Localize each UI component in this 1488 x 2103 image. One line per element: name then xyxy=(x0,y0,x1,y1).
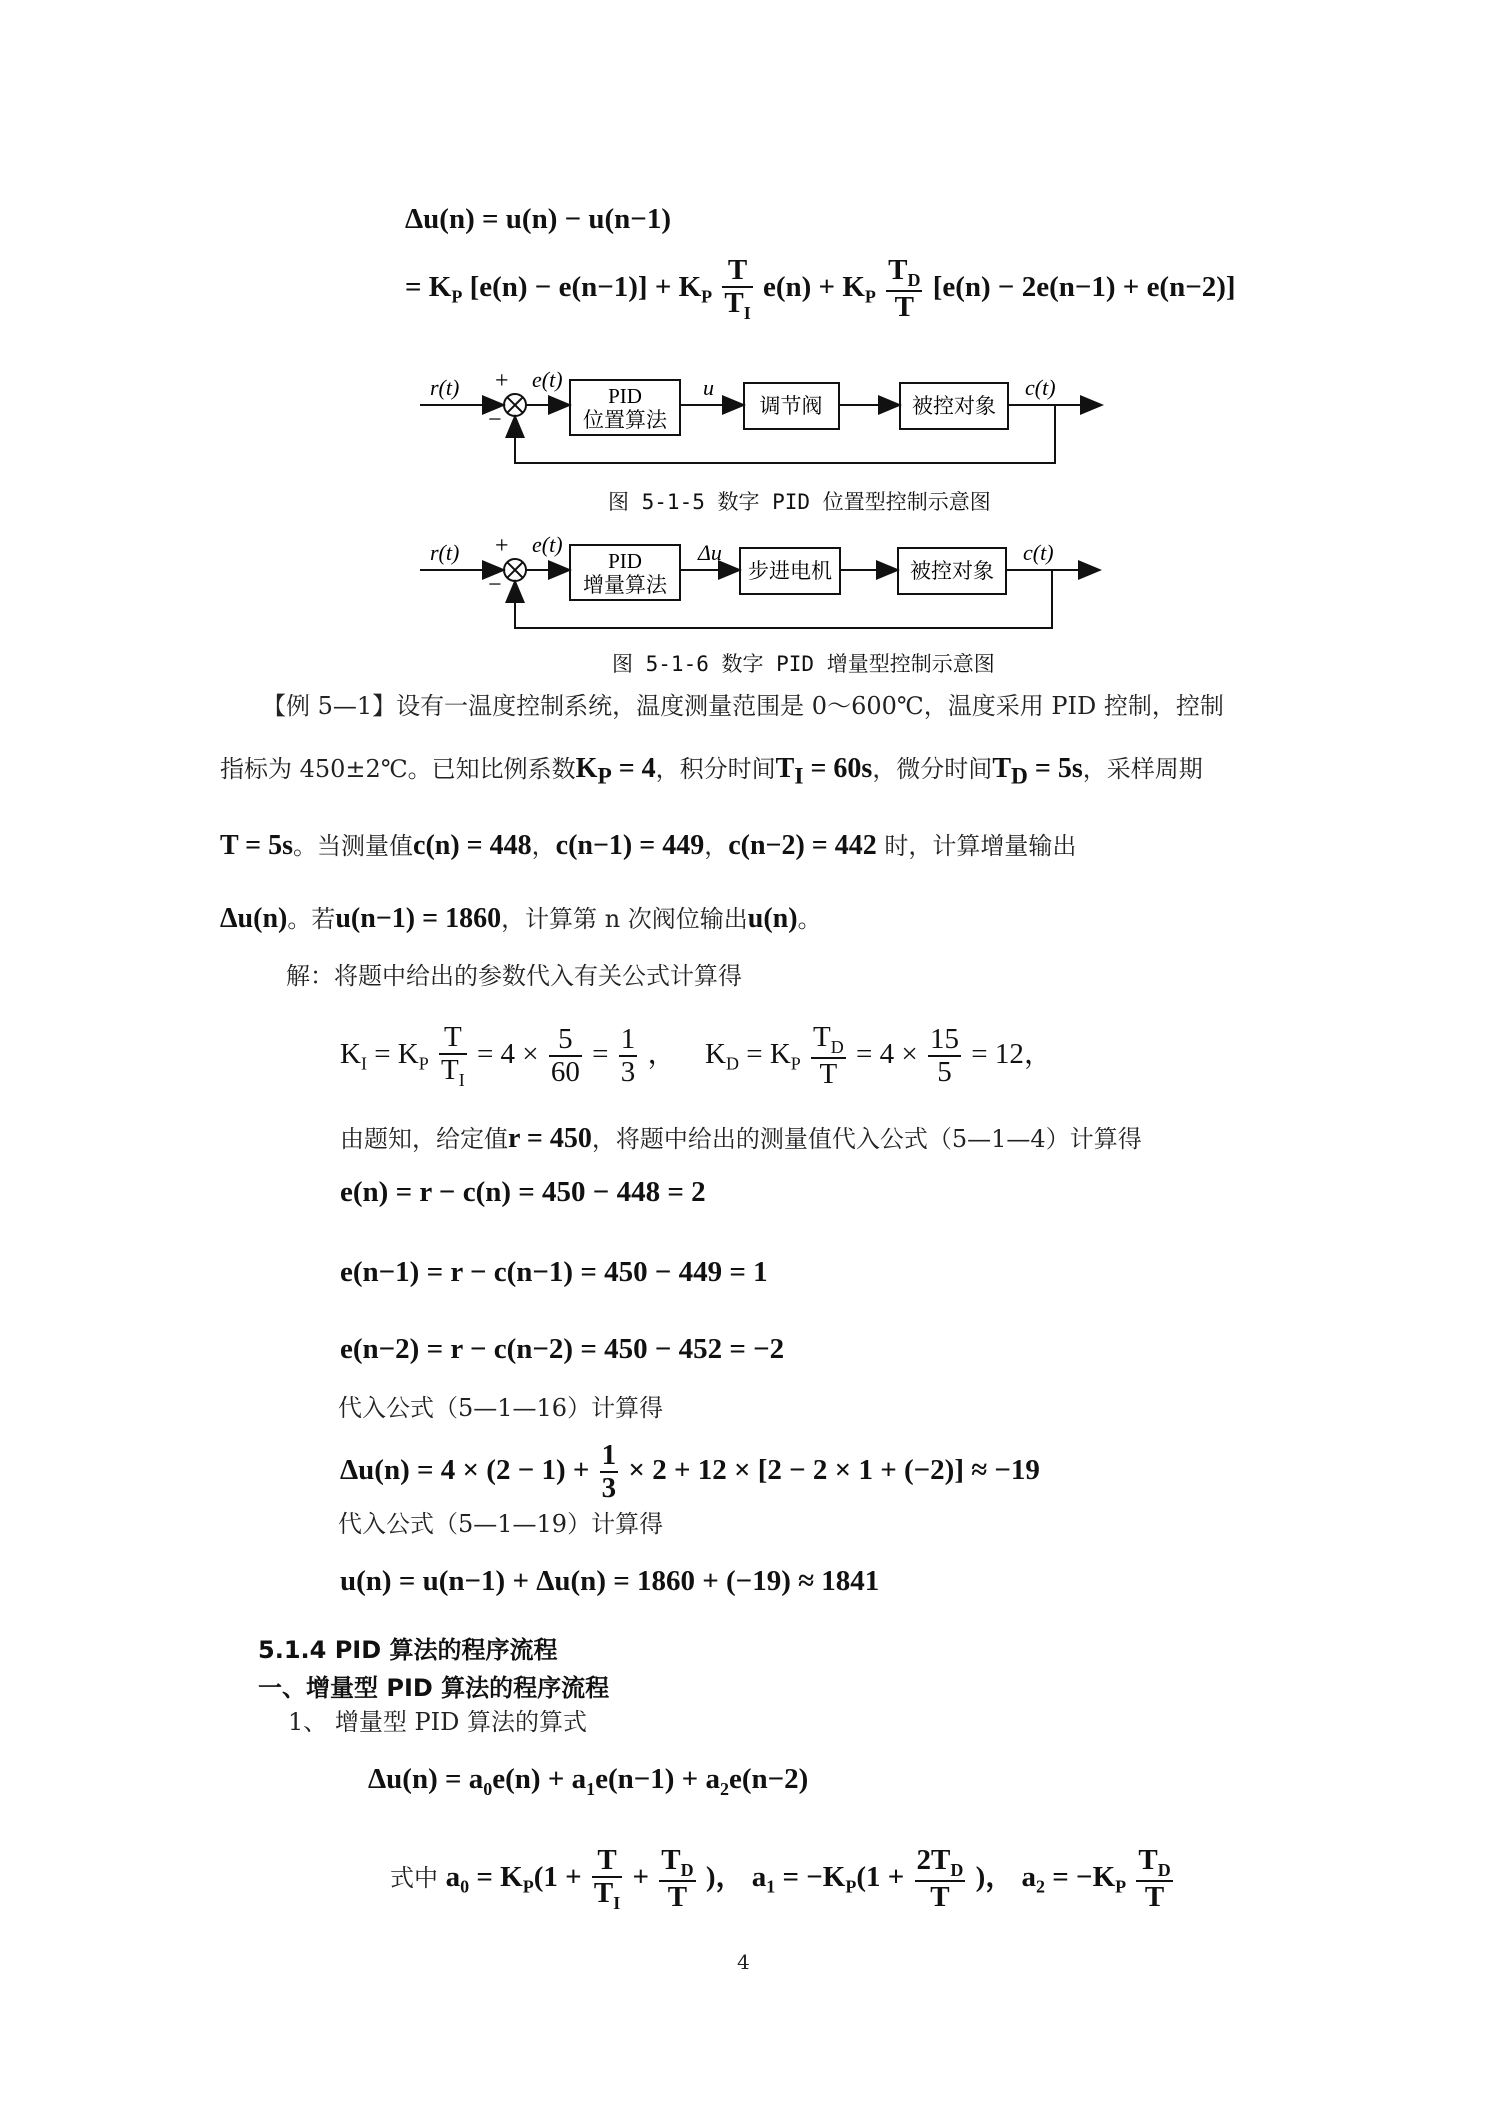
subscript: I xyxy=(794,763,804,790)
fraction xyxy=(592,1845,622,1914)
subscript: 0 xyxy=(460,1876,470,1897)
text: (1 + xyxy=(856,1860,905,1893)
numerator-text: T xyxy=(813,1021,831,1053)
value: = 5s xyxy=(1027,753,1083,784)
equation-text: e(n) + K xyxy=(762,270,865,303)
stepper-motor-label: 步进电机 xyxy=(748,559,832,583)
fraction xyxy=(439,1022,467,1091)
subscript: I xyxy=(458,1070,465,1091)
symbol: a xyxy=(445,1860,461,1893)
equation-text: Δu(n) = u(n) − u(n−1) xyxy=(405,203,671,235)
u-n-result: u(n) = u(n−1) + Δu(n) = 1860 + (−19) ≈ 1841 xyxy=(340,1565,880,1597)
text: )， xyxy=(705,1860,745,1893)
subscript: D xyxy=(950,1859,964,1880)
fraction xyxy=(549,1024,582,1089)
numerator-text: T xyxy=(661,1844,681,1876)
fraction-t-over-ti xyxy=(722,255,752,324)
text: ，积分时间 xyxy=(655,755,776,783)
incremental-pid-equation xyxy=(368,1765,808,1798)
numerator xyxy=(659,1845,695,1882)
subscript: 2 xyxy=(1036,1876,1046,1897)
numerator-text: T xyxy=(888,254,908,286)
subscript: P xyxy=(845,1876,857,1897)
measured-c-n: c(n) = 448 xyxy=(413,830,532,861)
text: ， xyxy=(647,1037,677,1070)
denominator xyxy=(439,1055,467,1090)
subscript: 1 xyxy=(766,1876,776,1897)
text: e(n−2) xyxy=(728,1763,809,1795)
text: 。 xyxy=(797,905,822,933)
denominator: 3 xyxy=(620,1056,636,1089)
coefficient-definitions xyxy=(390,1845,1176,1914)
figure-caption-5-1-6: 图 5-1-6 数字 PID 增量型控制示意图 xyxy=(612,652,995,676)
denominator: T xyxy=(930,1881,950,1914)
solution-intro: 解：将题中给出的参数代入有关公式计算得 xyxy=(286,962,742,990)
input-label: r(t) xyxy=(430,375,460,400)
subscript: P xyxy=(1115,1876,1127,1897)
position-algorithm-label: 位置算法 xyxy=(583,408,667,432)
symbol: T xyxy=(775,753,795,784)
text: ，采样周期 xyxy=(1082,755,1203,783)
text: = −K xyxy=(775,1860,846,1893)
denominator xyxy=(722,288,752,323)
pid-label: PID xyxy=(608,384,642,408)
subscript: P xyxy=(522,1876,534,1897)
pid-label: PID xyxy=(608,549,642,573)
symbol: a xyxy=(1021,1860,1037,1893)
text: = xyxy=(592,1037,609,1070)
delta-u-n: Δu(n) xyxy=(220,903,288,934)
input-label: r(t) xyxy=(430,540,460,565)
plant-label: 被控对象 xyxy=(912,394,996,418)
subscript: P xyxy=(418,1053,429,1074)
denominator xyxy=(592,1878,622,1913)
text: 时，计算增量输出 xyxy=(876,832,1077,860)
fraction xyxy=(619,1024,638,1089)
text: = 4 × xyxy=(476,1037,539,1070)
numerator xyxy=(1136,1845,1172,1882)
subscript: P xyxy=(597,763,612,790)
denominator: T xyxy=(667,1881,688,1914)
e-n-1-equation: e(n−1) = r − c(n−1) = 450 − 449 = 1 xyxy=(340,1256,768,1288)
denominator: T xyxy=(819,1058,838,1091)
minus-sign: − xyxy=(488,572,502,598)
subscript: P xyxy=(864,286,876,307)
numerator: T xyxy=(592,1845,622,1878)
text: = −K xyxy=(1045,1860,1116,1893)
plus-sign: + xyxy=(495,533,509,559)
subscript: P xyxy=(451,286,463,307)
measured-c-n-1: c(n−1) = 449 xyxy=(555,830,705,861)
text: Δu(n) = a xyxy=(368,1763,484,1795)
symbol: a xyxy=(751,1860,767,1893)
subscript: D xyxy=(907,269,921,290)
text: = 4 × xyxy=(856,1037,918,1070)
numerator-text: 2T xyxy=(916,1844,951,1876)
e-n-2-equation: e(n−2) = r − c(n−2) = 450 − 452 = −2 xyxy=(340,1333,785,1365)
equation-delta-u-expansion xyxy=(405,255,1236,324)
subscript: D xyxy=(1157,1859,1171,1880)
text: 。若 xyxy=(287,905,336,933)
numerator-text: T xyxy=(1138,1844,1158,1876)
symbol: T xyxy=(992,753,1011,784)
setpoint: r = 450 xyxy=(508,1123,592,1154)
delta-u-label: Δu xyxy=(698,540,722,565)
substitute-5-1-16: 代入公式（5—1—16）计算得 xyxy=(338,1394,664,1422)
text: e(n) + a xyxy=(492,1763,587,1795)
subscript: I xyxy=(743,303,751,324)
text: 指标为 450±2℃。已知比例系数 xyxy=(220,755,576,783)
ki-kd-equation xyxy=(340,1022,1053,1091)
text: ， xyxy=(704,832,729,860)
subscript: P xyxy=(790,1053,801,1074)
example-line-3 xyxy=(220,832,1076,860)
substitute-5-1-19: 代入公式（5—1—19）计算得 xyxy=(338,1510,664,1538)
text: + xyxy=(632,1860,650,1893)
equation-delta-u-definition xyxy=(405,205,671,234)
numerator: 15 xyxy=(928,1024,961,1057)
u-n: u(n) xyxy=(747,903,798,934)
subscript: D xyxy=(726,1053,739,1074)
text: ，将题中给出的测量值代入公式（5—1—4）计算得 xyxy=(591,1125,1142,1153)
plus-sign: + xyxy=(495,368,509,394)
subscript: D xyxy=(1011,763,1028,790)
subscript: D xyxy=(680,1859,694,1880)
td-value xyxy=(992,753,1083,790)
text: ，微分时间 xyxy=(872,755,993,783)
fraction-td-over-t xyxy=(886,255,922,324)
symbol: K xyxy=(705,1037,726,1070)
text: )， xyxy=(975,1860,1015,1893)
denominator: T xyxy=(894,291,914,324)
output-label: c(t) xyxy=(1025,375,1056,400)
numerator: 1 xyxy=(600,1440,619,1473)
ti-value xyxy=(775,753,873,790)
fraction xyxy=(915,1845,966,1914)
example-line-2 xyxy=(220,755,1203,789)
u-label: u xyxy=(703,375,714,400)
numerator: T xyxy=(439,1022,467,1055)
fraction xyxy=(928,1024,961,1089)
denominator-text: T xyxy=(724,287,744,320)
text: × 2 + 12 × [2 − 2 × 1 + (−2)] ≈ −19 xyxy=(628,1453,1040,1486)
incremental-algorithm-label: 增量算法 xyxy=(583,573,667,597)
position-pid-block-diagram xyxy=(420,365,1120,480)
output-label: c(t) xyxy=(1023,540,1054,565)
denominator: T xyxy=(1144,1881,1165,1914)
equation-text: = K xyxy=(405,270,452,303)
figure-caption-5-1-5: 图 5-1-5 数字 PID 位置型控制示意图 xyxy=(608,490,991,514)
equation-text: [e(n) − e(n−1)] + K xyxy=(469,270,702,303)
denominator: 3 xyxy=(601,1472,617,1505)
numerator xyxy=(811,1022,846,1059)
sample-period: T = 5s xyxy=(220,830,294,861)
fraction xyxy=(659,1845,695,1914)
text: (1 + xyxy=(533,1860,582,1893)
numerator xyxy=(915,1845,966,1882)
subscript: P xyxy=(701,286,713,307)
measured-c-n-2: c(n−2) = 442 xyxy=(728,830,877,861)
fraction xyxy=(811,1022,846,1091)
denominator-text: T xyxy=(593,1877,614,1910)
equation-text: [e(n) − 2e(n−1) + e(n−2)] xyxy=(932,270,1236,303)
valve-label: 调节阀 xyxy=(759,394,823,418)
subscript: 0 xyxy=(483,1778,493,1799)
fraction xyxy=(600,1440,619,1505)
text: ，计算第 n 次阀位输出 xyxy=(501,905,748,933)
numerator xyxy=(886,255,922,292)
fraction xyxy=(1136,1845,1172,1914)
text: = 12， xyxy=(971,1037,1053,1070)
incremental-pid-block-diagram xyxy=(420,530,1120,645)
numerator: 1 xyxy=(619,1024,638,1057)
example-line-4 xyxy=(220,905,822,933)
value: = 60s xyxy=(803,753,873,784)
subscript: D xyxy=(830,1036,844,1057)
list-item-1: 1、 增量型 PID 算法的算式 xyxy=(288,1708,588,1736)
delta-u-result xyxy=(340,1440,1040,1505)
text: = K xyxy=(366,1037,419,1070)
numerator: T xyxy=(722,255,752,288)
example-line-1: 【例 5—1】设有一温度控制系统，温度测量范围是 0～600℃，温度采用 PID 控制，控制 xyxy=(262,692,1224,720)
text: = K xyxy=(469,1860,523,1893)
e-n-equation: e(n) = r − c(n) = 450 − 448 = 2 xyxy=(340,1176,706,1208)
plant-label: 被控对象 xyxy=(910,559,994,583)
text: Δu(n) = 4 × (2 − 1) + xyxy=(340,1453,590,1486)
subscript: 2 xyxy=(719,1778,729,1799)
text: 由题知，给定值 xyxy=(340,1125,508,1153)
subsection-heading: 一、增量型 PID 算法的程序流程 xyxy=(258,1674,610,1702)
symbol: K xyxy=(340,1037,361,1070)
error-label: e(t) xyxy=(532,367,563,392)
kp-value xyxy=(575,753,656,790)
u-n-1-value: u(n−1) = 1860 xyxy=(335,903,502,934)
given-line xyxy=(340,1125,1142,1153)
text: 。当测量值 xyxy=(293,832,414,860)
text: ， xyxy=(531,832,556,860)
subscript: I xyxy=(360,1053,367,1074)
section-heading-5-1-4: 5.1.4 PID 算法的程序流程 xyxy=(258,1636,558,1664)
subscript: 1 xyxy=(586,1778,596,1799)
symbol: K xyxy=(575,753,598,784)
subscript: I xyxy=(613,1893,621,1914)
denominator: 60 xyxy=(550,1056,580,1089)
text: = K xyxy=(738,1037,791,1070)
minus-sign: − xyxy=(488,407,502,433)
text: 式中 xyxy=(390,1863,446,1892)
denominator-text: T xyxy=(441,1054,459,1087)
denominator: 5 xyxy=(937,1056,952,1089)
text: e(n−1) + a xyxy=(595,1763,720,1795)
page-number: 4 xyxy=(737,1950,750,1974)
numerator: 5 xyxy=(549,1024,582,1057)
error-label: e(t) xyxy=(532,532,563,557)
value: = 4 xyxy=(611,753,656,784)
